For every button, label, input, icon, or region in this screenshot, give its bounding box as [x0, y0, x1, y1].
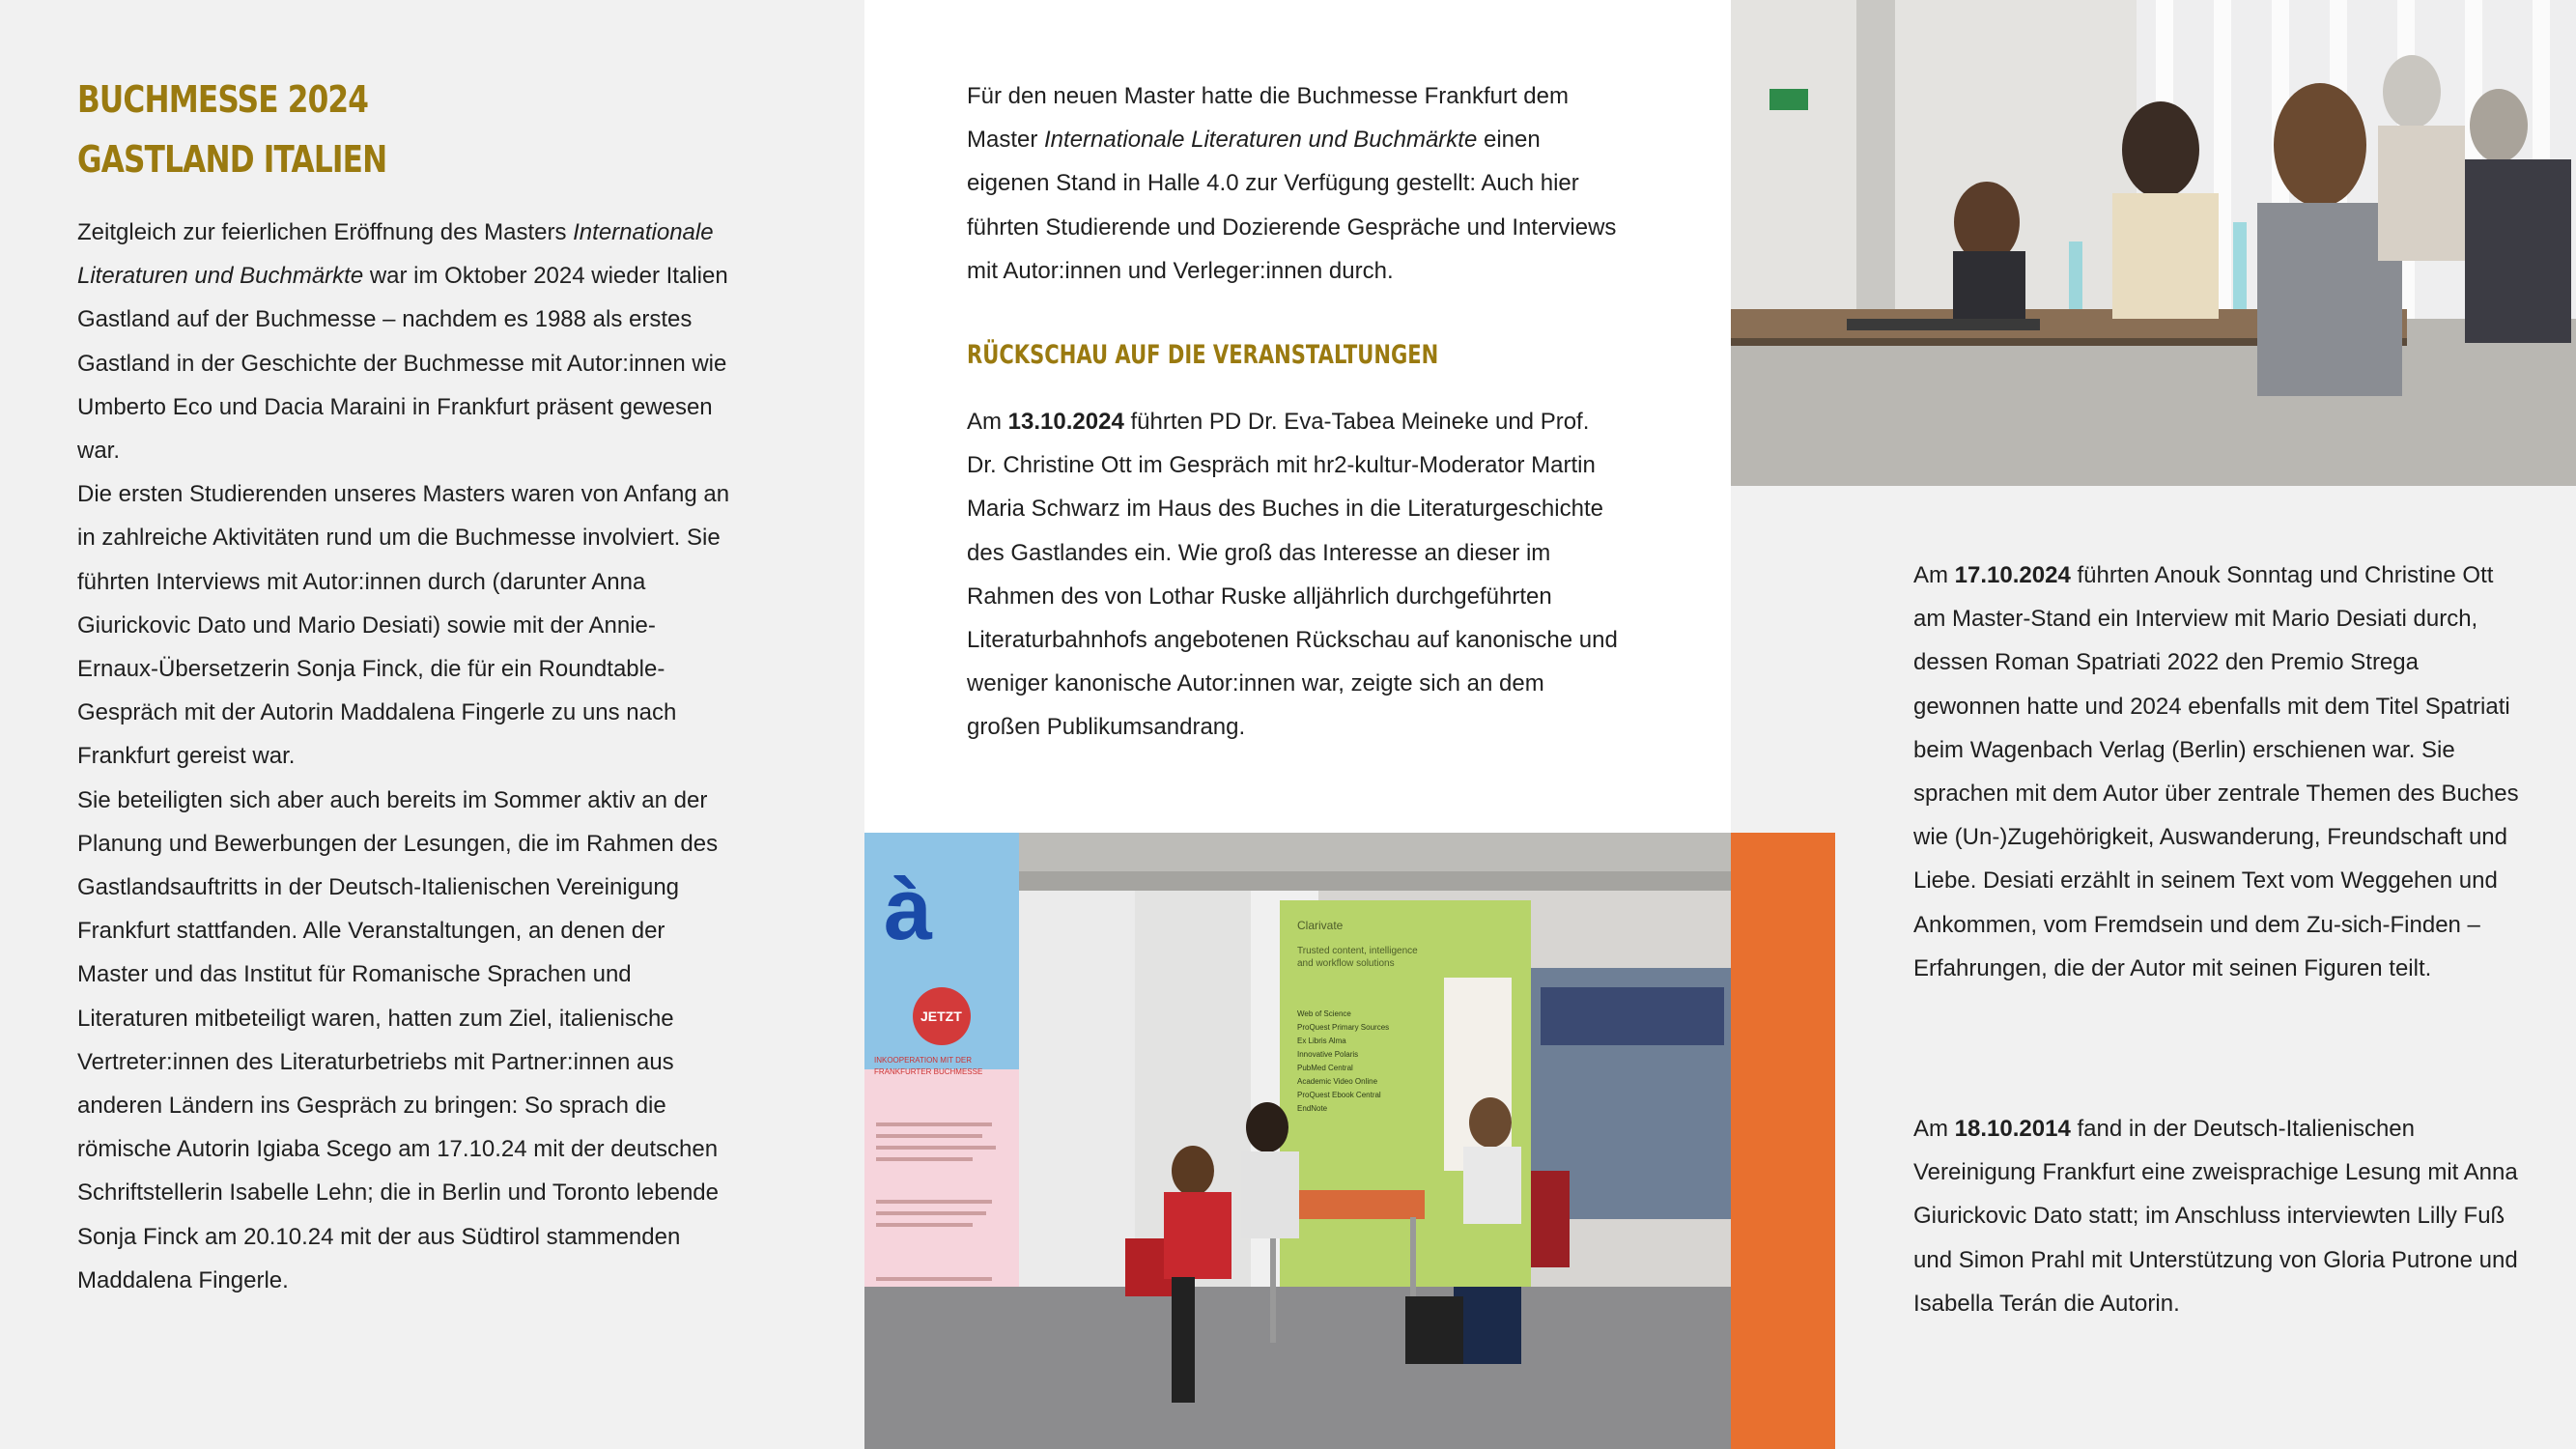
screen-tagline: Trusted content, intelligence: [1297, 946, 1418, 956]
middle-paragraph-2: [967, 400, 1624, 750]
master-booth-illustration: [864, 833, 1731, 1449]
screen-list-item: ProQuest Primary Sources: [1297, 1023, 1390, 1032]
text-run: Für den neuen Master hatte die Buchmesse Frankfurt dem Master: [967, 83, 1569, 154]
screen-list-item: ProQuest Ebook Central: [1297, 1091, 1381, 1099]
screen-list-item: Academic Video Online: [1297, 1077, 1378, 1086]
screen-list-item: Web of Science: [1297, 1009, 1351, 1018]
screen-tagline-2: and workflow solutions: [1297, 958, 1395, 969]
text-run: fand in der Deutsch-Italienischen Vereinigung Frankfurt eine zweisprachige Lesung mit Anna Giurickovic Dato statt; im Anschluss interviewten Lilly Fuß und Simon Prahl mit Unterstützung von Gloria Putrone und Isabella Terán die Autorin.: [1913, 1116, 2518, 1317]
banner-line-1: INKOOPERATION MIT DER: [874, 1056, 973, 1065]
screen-list-item: PubMed Central: [1297, 1064, 1353, 1072]
screen-list-item: Ex Libris Alma: [1297, 1037, 1346, 1045]
banner-line-2: FRANKFURTER BUCHMESSE: [874, 1067, 983, 1076]
right-event-text-2: [1913, 1107, 2532, 1325]
event-date: 13.10.2024: [1007, 409, 1124, 435]
middle-event-text: [967, 400, 1624, 750]
middle-intro-text: [967, 74, 1624, 293]
exit-sign-icon: [1769, 89, 1808, 110]
banner-big-letter: à: [884, 862, 933, 958]
section-subheading: RÜCKSCHAU AUF DIE VERANSTALTUNGEN: [967, 340, 1439, 370]
master-title-italic: Internationale Literaturen und Buchmärkte: [1044, 127, 1478, 154]
heading-line-2: GASTLAND ITALIEN: [77, 138, 387, 181]
panel-discussion-illustration: [1731, 0, 2576, 486]
middle-paragraph-1: [967, 74, 1624, 293]
text-run: führten Anouk Sonntag und Christine Ott am Master-Stand ein Interview mit Mario Desiati durch, dessen Roman Spatriati 2022 den Premio Strega gewonnen hatte und 2024 ebenfalls mit dem Titel Spatriati beim Wagenbach Verlag (Berlin) erschienen war. Sie sprachen mit dem Autor über zentrale Themen des Buches wie (Un-)Zugehörigkeit, Auswanderung, Freundschaft und Liebe. Desiati erzählt in seinem Text vom Weggehen und Ankommen, vom Fremdsein und dem Zu-sich-Finden – Erfahrungen, die der Autor mit seinen Figuren teilt.: [1913, 562, 2519, 981]
photo-panel-discussion: [1731, 0, 2576, 486]
banner-badge-text: JETZT: [920, 1009, 962, 1024]
left-column-text: [77, 211, 734, 1302]
text-run: Zeitgleich zur feierlichen Eröffnung des Masters: [77, 219, 574, 245]
event-date: 18.10.2014: [1954, 1116, 2071, 1142]
event-date: 17.10.2024: [1954, 562, 2071, 588]
orange-accent-bar: [1731, 833, 1835, 1449]
left-paragraph-1: [77, 211, 734, 472]
left-paragraph-2: Die ersten Studierenden unseres Masters waren von Anfang an in zahlreiche Aktivitäten rund um die Buchmesse involviert. Sie führten Interviews mit Autor:innen durch (darunter Anna Giurickovic Dato und Mario Desiati) sowie mit der Annie-Ernaux-Übersetzerin Sonja Finck, die für ein Roundtable-Gespräch mit der Autorin Maddalena Fingerle zu uns nach Frankfurt gereist war.: [77, 481, 730, 770]
screen-list-item: EndNote: [1297, 1104, 1328, 1113]
master-title-italic: Internationale Literaturen und Buchmärkte: [77, 219, 714, 290]
page-heading: [77, 70, 386, 189]
right-event-text-1: [1913, 554, 2532, 990]
text-run: führten PD Dr. Eva-Tabea Meineke und Prof. Dr. Christine Ott im Gespräch mit hr2-kultur-Moderator Martin Maria Schwarz im Haus des Buches in die Literaturgeschichte des Gastlandes ein. Wie groß das Interesse an dieser im Rahmen des von Lothar Ruske alljährlich durchgeführten Literaturbahnhofs angebotenen Rückschau auf kanonische und weniger kanonische Autor:innen war, zeigte sich an dem großen Publikumsandrang.: [967, 409, 1618, 741]
right-paragraph-1: [1913, 554, 2532, 990]
photo-master-booth: [864, 833, 1731, 1449]
text-run: einen eigenen Stand in Halle 4.0 zur Verfügung gestellt: Auch hier führten Studierende und Dozierende Gespräche und Interviews mit Autor:innen und Verleger:innen durch.: [967, 127, 1617, 284]
left-paragraph-3: Sie beteiligten sich aber auch bereits im Sommer aktiv an der Planung und Bewerbungen der Lesungen, die im Rahmen des Gastlandsauftritts in der Deutsch-Italienischen Vereinigung Frankfurt stattfanden. Alle Veranstaltungen, an denen der Master und das Institut für Romanische Sprachen und Literaturen mitbeteiligt waren, hatten zum Ziel, italienische Vertreter:innen des Literaturbetriebs mit Partner:innen aus anderen Ländern ins Gespräch zu bringen: So sprach die römische Autorin Igiaba Scego am 17.10.24 mit der deutschen Schriftstellerin Isabelle Lehn; die in Berlin und Toronto lebende Sonja Finck am 20.10.24 mit der aus Südtirol stammenden Maddalena Fingerle.: [77, 786, 719, 1293]
screen-list-item: Innovative Polaris: [1297, 1050, 1359, 1059]
text-run: war im Oktober 2024 wieder Italien Gastland auf der Buchmesse – nachdem es 1988 als erstes Gastland in der Geschichte der Buchmesse mit Autor:innen wie Umberto Eco und Dacia Maraini in Frankfurt präsent gewesen war.: [77, 263, 728, 465]
text-run: Am: [967, 409, 1008, 435]
text-run: Am: [1913, 562, 1955, 588]
text-run: Am: [1913, 1116, 1955, 1142]
heading-line-1: BUCHMESSE 2024: [77, 78, 369, 121]
right-paragraph-2: [1913, 1107, 2532, 1325]
screen-brand: Clarivate: [1297, 919, 1344, 932]
